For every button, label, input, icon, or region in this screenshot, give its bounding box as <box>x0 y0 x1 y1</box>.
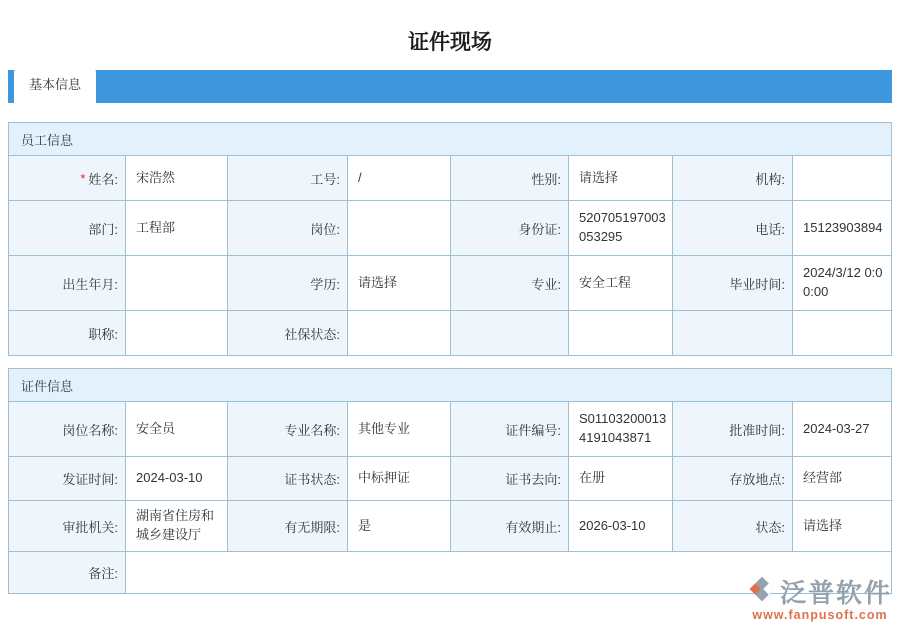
label-approval-authority: 审批机关: <box>9 501 125 551</box>
label-employee-no: 工号: <box>228 156 347 200</box>
fanpu-logo-icon <box>748 575 776 608</box>
label-id-card: 身份证: <box>451 201 568 255</box>
field-gender-select[interactable]: 请选择 <box>569 156 672 200</box>
label-status: 状态: <box>673 501 792 551</box>
label-has-term: 有无期限: <box>228 501 347 551</box>
field-social-security-status[interactable] <box>348 311 450 355</box>
employee-info-section <box>8 122 892 356</box>
label-phone: 电话: <box>673 201 792 255</box>
field-empty-2 <box>793 311 891 355</box>
label-department: 部门: <box>9 201 125 255</box>
field-certificate-no[interactable]: S011032000134191043871 <box>569 402 672 456</box>
field-status-select[interactable]: 请选择 <box>793 501 891 551</box>
field-empty-1 <box>569 311 672 355</box>
label-certificate-whereabouts: 证书去向: <box>451 457 568 500</box>
field-name[interactable]: 宋浩然 <box>126 156 227 200</box>
field-post-name[interactable]: 安全员 <box>126 402 227 456</box>
certificate-info-table <box>9 402 891 593</box>
field-specialty-name[interactable]: 其他专业 <box>348 402 450 456</box>
label-post-name: 岗位名称: <box>9 402 125 456</box>
field-approval-authority[interactable]: 湖南省住房和城乡建设厅 <box>126 501 227 551</box>
field-phone[interactable]: 15123903894 <box>793 201 891 255</box>
field-birth-date[interactable] <box>126 256 227 310</box>
field-approval-date[interactable]: 2024-03-27 <box>793 402 891 456</box>
field-certificate-whereabouts[interactable]: 在册 <box>569 457 672 500</box>
page-title: 证件现场 <box>408 31 492 54</box>
field-id-card[interactable]: 520705197003053295 <box>569 201 672 255</box>
label-specialty-name: 专业名称: <box>228 402 347 456</box>
label-remarks: 备注: <box>9 552 125 593</box>
label-major: 专业: <box>451 256 568 310</box>
label-gender: 性别: <box>451 156 568 200</box>
certificate-info-section <box>8 368 892 594</box>
label-storage-location: 存放地点: <box>673 457 792 500</box>
field-storage-location[interactable]: 经营部 <box>793 457 891 500</box>
tab-bar <box>8 70 892 103</box>
label-graduation-time: 毕业时间: <box>673 256 792 310</box>
employee-info-title: 员工信息 <box>9 123 891 156</box>
field-major[interactable]: 安全工程 <box>569 256 672 310</box>
certificate-info-title: 证件信息 <box>9 369 891 402</box>
required-asterisk: * <box>80 170 86 186</box>
label-position: 岗位: <box>228 201 347 255</box>
field-employee-no[interactable]: / <box>348 156 450 200</box>
field-valid-until[interactable]: 2026-03-10 <box>569 501 672 551</box>
field-position[interactable] <box>348 201 450 255</box>
tab-basic-info[interactable]: 基本信息 <box>14 67 96 103</box>
label-empty-2 <box>673 311 792 355</box>
vendor-url[interactable]: www.fanpusoft.com <box>752 608 888 622</box>
field-has-term[interactable]: 是 <box>348 501 450 551</box>
label-certificate-status: 证书状态: <box>228 457 347 500</box>
label-social-security-status: 社保状态: <box>228 311 347 355</box>
field-job-title[interactable] <box>126 311 227 355</box>
vendor-brand-text: 泛普软件 <box>779 578 892 608</box>
label-job-title: 职称: <box>9 311 125 355</box>
label-name: * 姓名: <box>9 156 125 200</box>
field-certificate-status[interactable]: 中标押证 <box>348 457 450 500</box>
label-birth-date: 出生年月: <box>9 256 125 310</box>
label-issue-date: 发证时间: <box>9 457 125 500</box>
label-approval-date: 批准时间: <box>673 402 792 456</box>
field-department[interactable]: 工程部 <box>126 201 227 255</box>
employee-info-table <box>9 156 891 355</box>
label-organization: 机构: <box>673 156 792 200</box>
label-empty-1 <box>451 311 568 355</box>
label-education: 学历: <box>228 256 347 310</box>
label-valid-until: 有效期止: <box>451 501 568 551</box>
field-education-select[interactable]: 请选择 <box>348 256 450 310</box>
label-certificate-no: 证件编号: <box>451 402 568 456</box>
field-graduation-time[interactable]: 2024/3/12 0:00:00 <box>793 256 891 310</box>
field-organization[interactable] <box>793 156 891 200</box>
vendor-watermark[interactable] <box>748 573 892 622</box>
field-issue-date[interactable]: 2024-03-10 <box>126 457 227 500</box>
